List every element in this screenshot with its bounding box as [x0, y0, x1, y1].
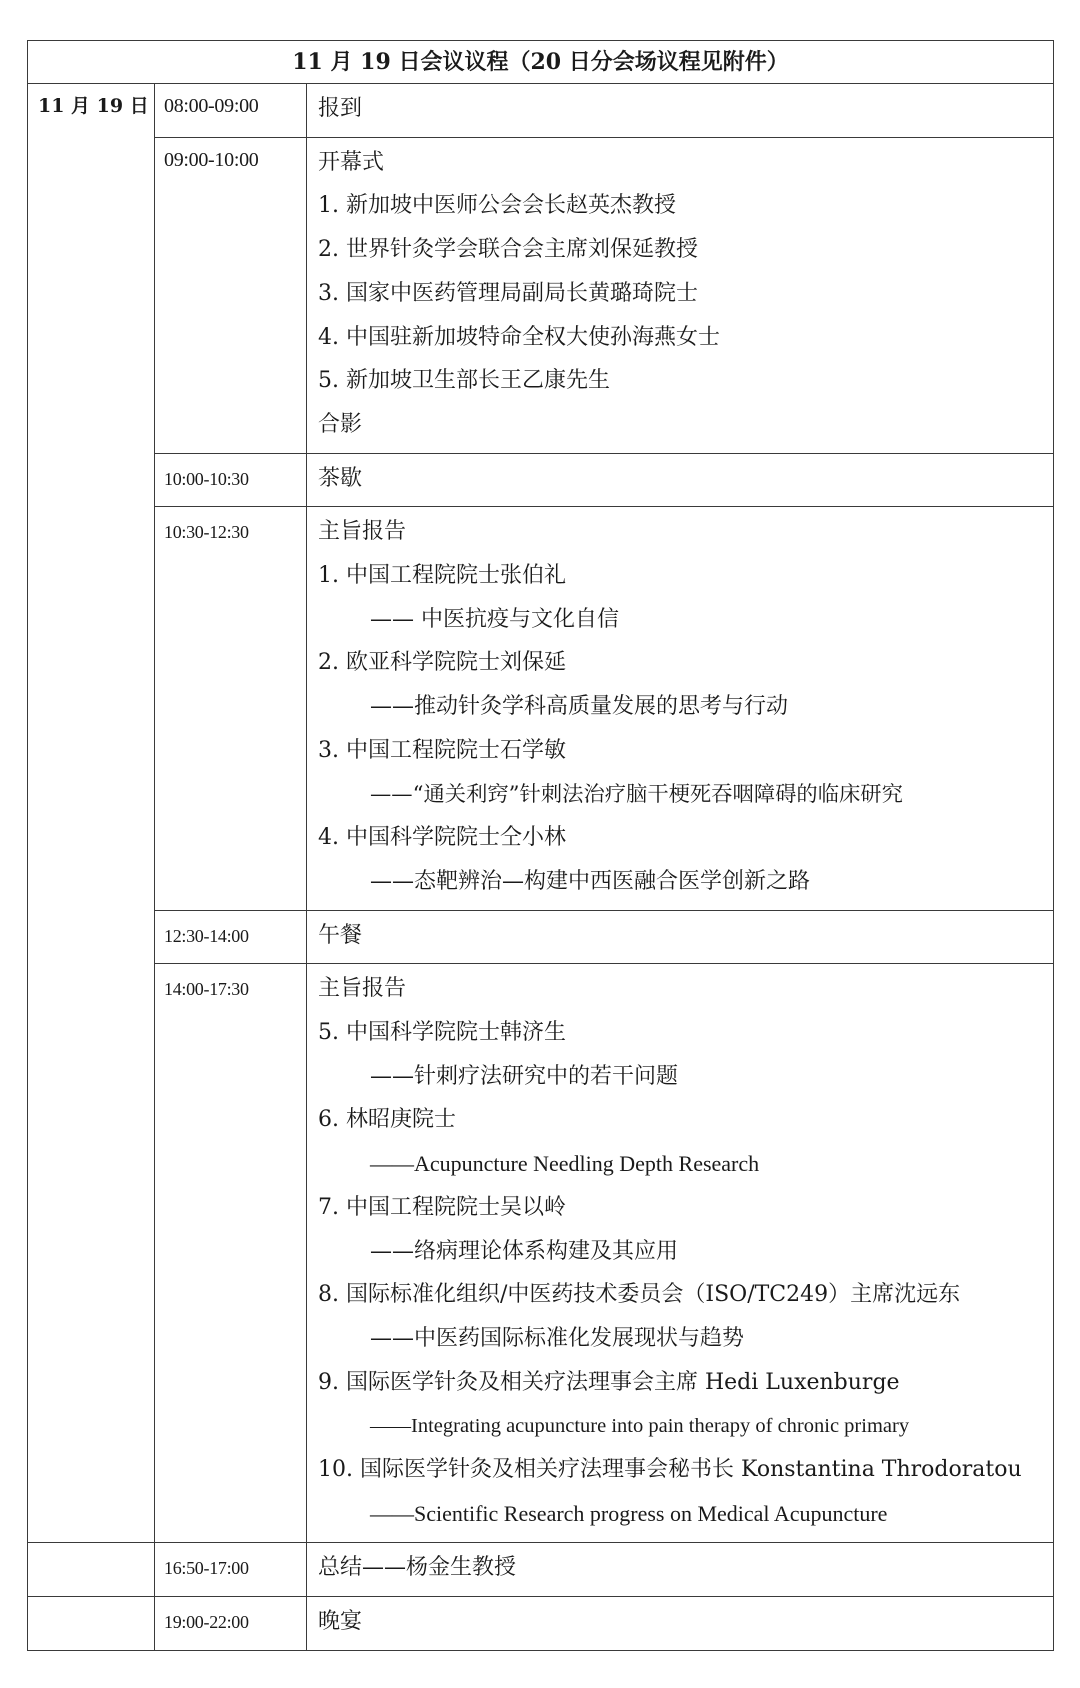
agenda-line: 主旨报告	[318, 976, 407, 1002]
agenda-line: 总结——杨金生教授	[318, 1555, 517, 1581]
session-content	[307, 1543, 1054, 1597]
agenda-line: 晚宴	[318, 1608, 363, 1634]
agenda-title: 11 月 19 日会议议程（20 日分会场议程见附件）	[28, 41, 1054, 84]
agenda-line: 茶歇	[318, 465, 363, 491]
empty-cell	[28, 1596, 155, 1650]
agenda-line: 开幕式	[318, 149, 385, 175]
session-content	[307, 84, 1054, 138]
session-content	[307, 453, 1054, 507]
agenda-line: ——Integrating acupuncture into pain therapy of chronic primary	[370, 1414, 910, 1437]
session-content	[307, 910, 1054, 964]
agenda-line: 7. 中国工程院院士吴以岭	[318, 1194, 566, 1220]
agenda-line: 2. 欧亚科学院院士刘保延	[318, 650, 566, 676]
session-time: 09:00-10:00	[155, 137, 307, 453]
agenda-table	[27, 40, 1054, 1651]
agenda-line: 主旨报告	[318, 519, 407, 545]
session-row	[28, 137, 1054, 453]
agenda-line: 6. 林昭庚院士	[318, 1107, 456, 1133]
title-row	[28, 41, 1054, 84]
session-row	[28, 910, 1054, 964]
day-label: 11 月 19 日	[28, 84, 155, 1543]
agenda-line: ——中医药国际标准化发展现状与趋势	[370, 1326, 745, 1352]
session-row	[28, 453, 1054, 507]
agenda-line: 3. 中国工程院院士石学敏	[318, 737, 566, 763]
session-time: 08:00-09:00	[155, 84, 307, 138]
agenda-line: 2. 世界针灸学会联合会主席刘保延教授	[318, 237, 698, 263]
agenda-line: 1. 新加坡中医师公会会长赵英杰教授	[318, 193, 676, 219]
agenda-line: 合影	[318, 411, 363, 437]
agenda-line: ——“通关利窍”针刺法治疗脑干梗死吞咽障碍的临床研究	[370, 781, 903, 807]
agenda-line: ——Scientific Research progress on Medical Acupuncture	[370, 1501, 888, 1527]
session-row	[28, 1596, 1054, 1650]
agenda-line: ——络病理论体系构建及其应用	[370, 1238, 679, 1264]
session-time: 12:30-14:00	[155, 910, 307, 964]
agenda-line: 4. 中国科学院院士仝小林	[318, 825, 566, 851]
empty-cell	[28, 1543, 155, 1597]
session-row	[28, 1543, 1054, 1597]
session-time: 10:30-12:30	[155, 507, 307, 910]
agenda-line: 5. 中国科学院院士韩济生	[318, 1020, 566, 1046]
agenda-line: ——Acupuncture Needling Depth Research	[370, 1151, 760, 1177]
agenda-line: ——针刺疗法研究中的若干问题	[370, 1063, 679, 1089]
agenda-line: 1. 中国工程院院士张伯礼	[318, 563, 566, 589]
session-content	[307, 137, 1054, 453]
session-time: 16:50-17:00	[155, 1543, 307, 1597]
agenda-line: 10. 国际医学针灸及相关疗法理事会秘书长 Konstantina Throdoratou	[318, 1457, 1022, 1483]
session-content	[307, 964, 1054, 1543]
session-content	[307, 1596, 1054, 1650]
agenda-line: 8. 国际标准化组织/中医药技术委员会（ISO/TC249）主席沈远东	[318, 1282, 961, 1308]
agenda-line: 3. 国家中医药管理局副局长黄璐琦院士	[318, 280, 698, 306]
agenda-line: —— 中医抗疫与文化自信	[370, 606, 619, 632]
session-time: 10:00-10:30	[155, 453, 307, 507]
session-row	[28, 964, 1054, 1543]
agenda-line: 5. 新加坡卫生部长王乙康先生	[318, 368, 610, 394]
agenda-line: 9. 国际医学针灸及相关疗法理事会主席 Hedi Luxenburge	[318, 1369, 900, 1395]
agenda-line: ——态靶辨治—构建中西医融合医学创新之路	[370, 868, 811, 894]
agenda-line: 午餐	[318, 922, 363, 948]
session-time: 14:00-17:30	[155, 964, 307, 1543]
session-content	[307, 507, 1054, 910]
session-row	[28, 507, 1054, 910]
agenda-line: ——推动针灸学科高质量发展的思考与行动	[370, 694, 789, 720]
agenda-line: 4. 中国驻新加坡特命全权大使孙海燕女士	[318, 324, 720, 350]
session-time: 19:00-22:00	[155, 1596, 307, 1650]
session-row	[28, 84, 1054, 138]
agenda-line: 报到	[318, 96, 363, 121]
